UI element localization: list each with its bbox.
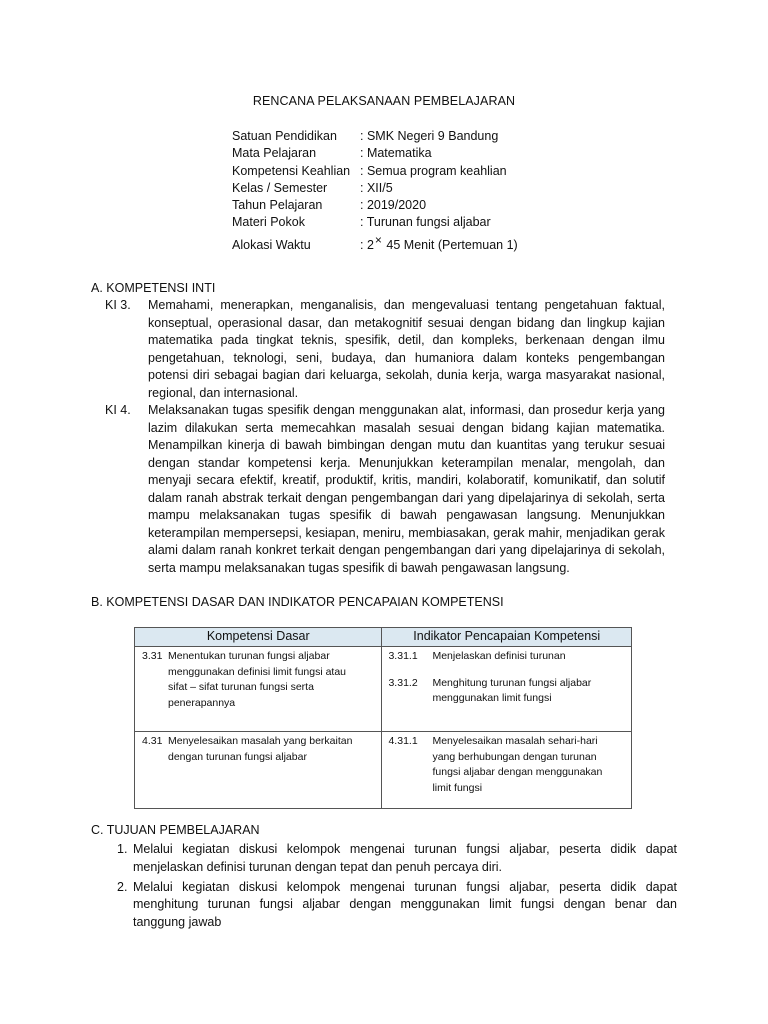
- kd-line: penerapannya: [168, 696, 236, 709]
- times-symbol: ×: [374, 232, 382, 247]
- info-value: : Turunan fungsi aljabar: [360, 215, 491, 230]
- list-number: 1.: [117, 842, 128, 856]
- kd-line: menggunakan definisi limit fungsi atau: [168, 665, 347, 678]
- ki-line: konseptual, operasional dasar, dan metakognitif sesuai dengan bidang dan lingkup kajian: [148, 315, 665, 330]
- kd-indicator-table: [134, 627, 632, 809]
- list-number: 2.: [117, 879, 128, 894]
- ki-line: menyaji secara efektif, kreatif, produktif, kritis, mandiri, kolaboratif, komunikatif, dan solutif: [148, 473, 665, 487]
- alokasi-suffix: 45 Menit (Pertemuan 1): [386, 237, 518, 252]
- indicator-line: menggunakan limit fungsi: [432, 692, 552, 704]
- table-row: [135, 732, 632, 809]
- info-label: Kelas / Semester: [232, 180, 328, 195]
- info-value: : Matematika: [360, 146, 432, 161]
- table-header-row: [135, 628, 632, 647]
- info-row-materi: [232, 214, 518, 231]
- section-b-heading: B. KOMPETENSI DASAR DAN INDIKATOR PENCAPAIAN KOMPETENSI: [91, 595, 504, 609]
- ki-line: matematika pada tingkat teknis, spesifik, detil, dan kompleks, berkenaan dengan ilmu: [148, 333, 665, 347]
- info-label: Kompetensi Keahlian: [232, 163, 351, 178]
- document-title: RENCANA PELAKSANAAN PEMBELAJARAN: [252, 94, 516, 108]
- info-label: Mata Pelajaran: [232, 146, 317, 161]
- list-line: Melalui kegiatan diskusi kelompok mengenai turunan fungsi aljabar, peserta didik dapat: [133, 842, 677, 856]
- kd-line: sifat – sifat turunan fungsi serta: [168, 681, 314, 693]
- kd-number: 3.31: [142, 650, 163, 662]
- ki-line: mampu melaksanakan tugas spesifik di bawah pengawasan langsung. Menunjukkan: [148, 508, 665, 522]
- info-label: Materi Pokok: [232, 215, 305, 230]
- ki-line: pengetahuan, teknologi, seni, budaya, dan humaniora dalam konteks pengembangan: [148, 350, 665, 365]
- ki-number: KI 3.: [105, 298, 131, 312]
- section-c-heading: C. TUJUAN PEMBELAJARAN: [91, 823, 260, 837]
- info-value: : SMK Negeri 9 Bandung: [360, 129, 499, 143]
- list-line: tanggung jawab: [133, 915, 222, 930]
- info-row-tahun: [232, 197, 518, 214]
- kd-cell: [135, 647, 382, 732]
- indicator-item: [382, 734, 631, 796]
- table-row: [135, 647, 632, 732]
- section-a-heading: A. KOMPETENSI INTI: [91, 281, 216, 295]
- info-row-kelas: [232, 180, 518, 197]
- info-row-mapel: [232, 145, 518, 162]
- ki-text: [148, 297, 665, 402]
- ki-line: serta mampu melaksanakan tugas spesifik di bawah pengawasan langsung.: [148, 560, 570, 575]
- indicator-cell: [382, 732, 632, 809]
- ki-number: KI 4.: [105, 403, 131, 417]
- indicator-line: Menghitung turunan fungsi aljabar: [432, 676, 592, 689]
- ki-line: keterampilan mempersepsi, kesiapan, meniru, membiasakan, gerak mahir, menjadikan gerak: [148, 525, 665, 540]
- tujuan-list: [117, 841, 677, 934]
- info-row-alokasi: [232, 232, 518, 254]
- indicator-line: yang berhubungan dengan turunan: [432, 750, 597, 763]
- indicator-item: [382, 649, 631, 665]
- indicator-item: [382, 676, 631, 707]
- list-line: menghitung turunan fungsi aljabar dengan menggunakan limit fungsi dengan benar dan: [133, 897, 677, 912]
- ki-line: alami dalam ranah konkret terkait dengan pengembangan dari yang dipelajarinya di sekolah,: [148, 543, 665, 557]
- ki-line: regional, dan internasional.: [148, 385, 299, 400]
- kd-cell: [135, 732, 382, 809]
- ki-line: Menampilkan kinerja di bawah bimbingan dengan mutu dan kuantitas yang terukur sesuai: [148, 438, 665, 452]
- info-block: [232, 128, 518, 254]
- indicator-number: 3.31.2: [388, 676, 418, 689]
- column-header: Indikator Pencapaian Kompetensi: [382, 628, 632, 647]
- alokasi-prefix: : 2: [360, 237, 374, 252]
- list-item: [117, 841, 677, 877]
- info-label: Tahun Pelajaran: [232, 198, 323, 213]
- info-value: : 2019/2020: [360, 198, 427, 213]
- info-label: Alokasi Waktu: [232, 237, 311, 252]
- ki-line: dalam ranah abstrak terkait dengan pengembangan dari yang dipelajarinya di sekolah, serta: [148, 490, 665, 505]
- info-row-kompetensi: [232, 163, 518, 180]
- info-value: [360, 232, 518, 254]
- ki-line: dengan standar kompetensi kerja. Menunjukkan keterampilan menalar, mengolah, dan: [148, 455, 665, 470]
- kd-number: 4.31: [142, 735, 163, 747]
- list-item: [117, 879, 677, 932]
- indicator-number: 4.31.1: [388, 735, 418, 747]
- indicator-line: limit fungsi: [432, 781, 483, 794]
- ki-line: Memahami, menerapkan, menganalisis, dan mengevaluasi tentang pengetahuan faktual,: [148, 298, 665, 312]
- info-label: Satuan Pendidikan: [232, 129, 337, 143]
- ki-3: [105, 297, 665, 402]
- kd-line: Menyelesaikan masalah yang berkaitan: [168, 735, 353, 747]
- indicator-number: 3.31.1: [388, 650, 418, 662]
- list-line: Melalui kegiatan diskusi kelompok mengenai turunan fungsi aljabar, peserta didik dapat: [133, 879, 677, 894]
- info-value: : Semua program keahlian: [360, 163, 507, 178]
- kd-line: Menentukan turunan fungsi aljabar: [168, 650, 330, 662]
- ki-line: potensi diri sebagai bagian dari keluarga, sekolah, dunia kerja, warga masyarakat nasional,: [148, 368, 665, 382]
- info-row-satuan: [232, 128, 518, 145]
- indicator-cell: [382, 647, 632, 732]
- info-value: : XII/5: [360, 180, 393, 195]
- indicator-line: fungsi aljabar dengan menggunakan: [432, 766, 603, 778]
- list-line: menjelaskan definisi turunan dengan tepat dan penuh percaya diri.: [133, 859, 503, 874]
- indicator-text: Menjelaskan definisi turunan: [432, 650, 566, 662]
- indicator-line: Menyelesaikan masalah sehari-hari: [432, 735, 598, 747]
- ki-4: [105, 402, 665, 577]
- kd-line: dengan turunan fungsi aljabar: [168, 750, 307, 763]
- ki-line: Melaksanakan tugas spesifik dengan menggunakan alat, informasi, dan prosedur kerja yang: [148, 403, 665, 417]
- ki-text: [148, 402, 665, 577]
- column-header: Kompetensi Dasar: [135, 628, 382, 647]
- ki-line: lazim dilakukan serta memecahkan masalah sesuai dengan bidang kajian matematika.: [148, 420, 665, 435]
